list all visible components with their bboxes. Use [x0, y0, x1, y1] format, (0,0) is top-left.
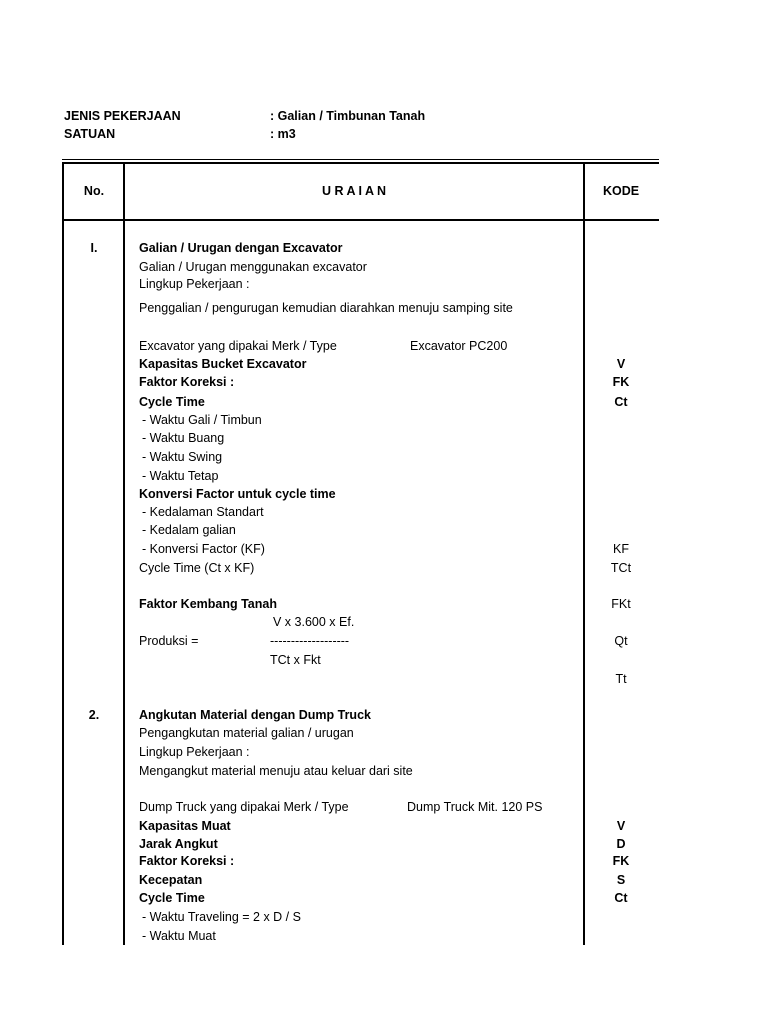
section-1-waktu-gali: - Waktu Gali / Timbun	[142, 413, 262, 427]
section-1-kapasitas: Kapasitas Bucket Excavator	[139, 357, 307, 371]
section-2-kapasitas: Kapasitas Muat	[139, 819, 231, 833]
section-2-waktu-muat: - Waktu Muat	[142, 929, 216, 943]
section-1-equipment-value: Excavator PC200	[410, 339, 508, 353]
section-1-formula-numerator: V x 3.600 x Ef.	[273, 615, 355, 629]
section-1-title: Galian / Urugan dengan Excavator	[139, 241, 343, 255]
section-1-cycle-time: Cycle Time	[139, 395, 205, 409]
section-1-qt-kode: Qt	[614, 634, 628, 648]
section-1-faktor-koreksi: Faktor Koreksi :	[139, 375, 235, 389]
section-1-waktu-swing: - Waktu Swing	[142, 450, 223, 464]
section-1-waktu-buang: - Waktu Buang	[142, 431, 225, 445]
section-2-jarak-kode: D	[616, 837, 626, 851]
section-1-kedalaman-standart: - Kedalaman Standart	[142, 505, 264, 519]
section-1-number: I.	[90, 241, 98, 255]
section-1-konversi-factor: - Konversi Factor (KF)	[142, 542, 265, 556]
section-1-tt-kode: Tt	[615, 672, 627, 686]
section-1-scope-label: Lingkup Pekerjaan :	[139, 277, 250, 291]
section-1-equipment-label: Excavator yang dipakai Merk / Type	[139, 339, 337, 353]
section-1-formula-bar: -------------------	[270, 634, 350, 648]
section-2-number: 2.	[88, 708, 100, 722]
section-1-waktu-tetap: - Waktu Tetap	[142, 469, 219, 483]
section-2-desc: Pengangkutan material galian / urugan	[139, 726, 354, 740]
col-header-uraian: U R A I A N	[321, 184, 387, 198]
section-1-fkt-kode: FKt	[611, 597, 631, 611]
section-1-produksi-label: Produksi =	[139, 634, 199, 648]
section-2-equipment-value: Dump Truck Mit. 120 PS	[407, 800, 543, 814]
section-1-kf-kode: KF	[613, 542, 629, 556]
section-1-tct-kode: TCt	[610, 561, 632, 575]
section-2-kapasitas-kode: V	[616, 819, 626, 833]
section-1-scope-text: Penggalian / pengurugan kemudian diarahkan menuju samping site	[139, 301, 513, 315]
col-header-kode: KODE	[602, 184, 640, 198]
section-1-cycle-total: Cycle Time (Ct x KF)	[139, 561, 255, 575]
section-2-scope-text: Mengangkut material menuju atau keluar dari site	[139, 764, 413, 778]
section-1-desc: Galian / Urugan menggunakan excavator	[139, 260, 367, 274]
col-header-no: No.	[83, 184, 105, 198]
section-1-cycle-kode: Ct	[614, 395, 628, 409]
section-2-waktu-traveling: - Waktu Traveling = 2 x D / S	[142, 910, 301, 924]
satuan-label: SATUAN	[64, 127, 116, 141]
table-top-rule-thin	[62, 159, 659, 160]
section-2-scope-label: Lingkup Pekerjaan :	[139, 745, 250, 759]
table-top-rule	[62, 162, 659, 164]
section-1-konversi: Konversi Factor untuk cycle time	[139, 487, 336, 501]
section-2-kecepatan: Kecepatan	[139, 873, 203, 887]
col-divider-no	[123, 162, 125, 945]
section-2-title: Angkutan Material dengan Dump Truck	[139, 708, 371, 722]
table-left-border	[62, 162, 64, 945]
section-2-faktor-koreksi: Faktor Koreksi :	[139, 854, 235, 868]
section-1-faktor-kode: FK	[612, 375, 630, 389]
satuan-value: : m3	[270, 127, 296, 141]
section-1-kapasitas-kode: V	[616, 357, 626, 371]
section-2-cycle-time: Cycle Time	[139, 891, 205, 905]
section-2-kecepatan-kode: S	[616, 873, 626, 887]
table-header-bottom-rule	[62, 219, 659, 221]
jenis-pekerjaan-label: JENIS PEKERJAAN	[64, 109, 181, 123]
section-1-kedalam-galian: - Kedalam galian	[142, 523, 236, 537]
section-2-cycle-kode: Ct	[614, 891, 628, 905]
section-1-formula-denominator: TCt x Fkt	[270, 653, 321, 667]
section-2-jarak-angkut: Jarak Angkut	[139, 837, 218, 851]
section-2-faktor-kode: FK	[612, 854, 630, 868]
jenis-pekerjaan-value: : Galian / Timbunan Tanah	[270, 109, 426, 123]
section-2-equipment-label: Dump Truck yang dipakai Merk / Type	[139, 800, 349, 814]
section-1-faktor-kembang: Faktor Kembang Tanah	[139, 597, 277, 611]
